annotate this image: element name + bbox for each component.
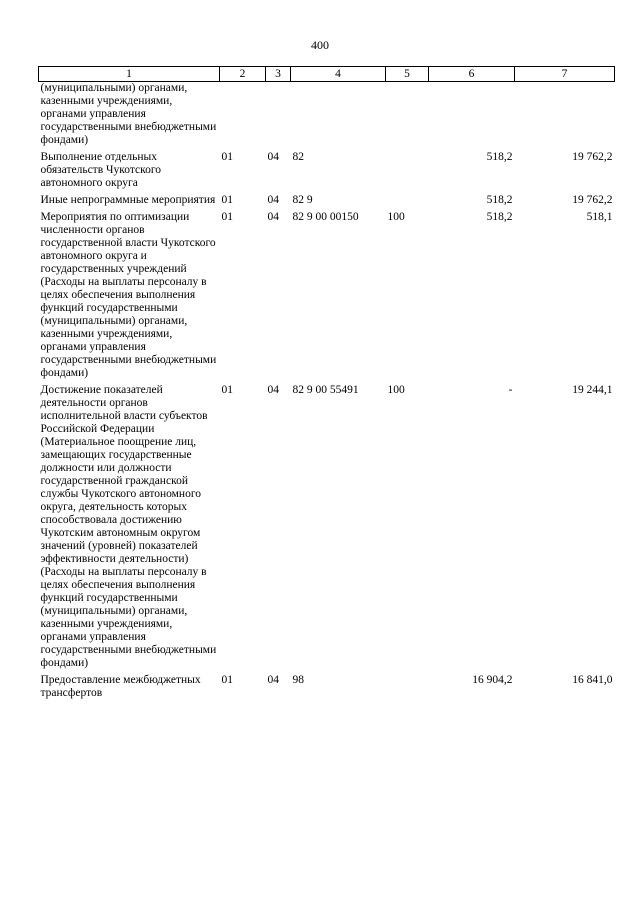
header-col-5: 5	[386, 67, 429, 82]
header-col-6: 6	[429, 67, 515, 82]
row-sum1: 16 904,2	[472, 674, 513, 686]
row-sum1: 518,2	[486, 151, 513, 163]
row-name: Выполнение отдельных обязательств Чукотского автономного округа	[40, 151, 162, 189]
header-col-2: 2	[220, 67, 266, 82]
row-rz: 01	[221, 384, 233, 396]
row-csr	[291, 82, 386, 148]
row-sum2	[515, 82, 615, 148]
row-name: Достижение показателей деятельности органов исполнительной власти субъектов Российской Федерации (Материальное поощрение лиц, замещающих государственные должности или должности государственной гражданской службы Чукотского автономного округа, деятельность которых способствовала достижению Чукотским автономным округом значений (уровней) показателей эффективности деятельности) (Расходы на выплаты персоналу в целях обеспечения выполнения функций государственными (муниципальными) органами, казенными учреждениями, органами управления государственными внебюджетными фондами)	[40, 384, 217, 669]
row-vr	[386, 194, 429, 207]
header-row	[39, 67, 615, 82]
budget-table	[38, 66, 615, 700]
table-row	[39, 82, 615, 148]
row-sum2: 19 762,2	[572, 151, 613, 163]
page-number: 400	[311, 38, 329, 52]
row-vr: 100	[387, 211, 405, 223]
row-prz: 04	[267, 674, 279, 686]
row-prz: 04	[267, 384, 279, 396]
row-sum2: 19 244,1	[572, 384, 613, 396]
row-sum2: 518,1	[586, 211, 613, 223]
row-vr: 100	[387, 384, 405, 396]
row-prz: 04	[267, 194, 279, 206]
row-csr: 82	[292, 151, 304, 163]
row-rz	[220, 82, 266, 148]
row-rz: 01	[221, 151, 233, 163]
row-csr: 82 9	[292, 194, 313, 206]
header-col-4: 4	[291, 67, 386, 82]
row-csr: 82 9 00 55491	[292, 384, 359, 396]
row-name: Иные непрограммные мероприятия	[40, 194, 216, 206]
row-name: (муниципальными) органами, казенными учреждениями, органами управления государственными внебюджетными фондами)	[40, 82, 217, 146]
row-prz: 04	[267, 211, 279, 223]
header-col-3: 3	[266, 67, 291, 82]
header-col-7: 7	[515, 67, 615, 82]
table-row	[39, 674, 615, 700]
row-sum2: 19 762,2	[572, 194, 613, 206]
row-vr	[386, 674, 429, 700]
row-sum2: 16 841,0	[572, 674, 613, 686]
row-name: Мероприятия по оптимизации численности органов государственной власти Чукотского автономного округа и государственных учреждений (Расходы на выплаты персоналу в целях обеспечения выполнения функций государственными (муниципальными) органами, казенными учреждениями, органами управления государственными внебюджетными фондами)	[40, 211, 217, 379]
row-csr: 98	[292, 674, 304, 686]
table-row	[39, 211, 615, 380]
row-rz: 01	[221, 674, 233, 686]
row-sum1	[429, 82, 515, 148]
row-vr	[386, 82, 429, 148]
row-rz: 01	[221, 211, 233, 223]
header-col-1: 1	[39, 67, 220, 82]
row-prz	[266, 82, 291, 148]
row-vr	[386, 151, 429, 190]
row-csr: 82 9 00 00150	[292, 211, 359, 223]
table-row	[39, 194, 615, 207]
table-row	[39, 384, 615, 670]
row-sum1: 518,2	[486, 211, 513, 223]
row-rz: 01	[221, 194, 233, 206]
row-sum1: 518,2	[486, 194, 513, 206]
table-row	[39, 151, 615, 190]
row-sum1: -	[508, 384, 513, 396]
row-name: Предоставление межбюджетных трансфертов	[40, 674, 201, 699]
row-prz: 04	[267, 151, 279, 163]
